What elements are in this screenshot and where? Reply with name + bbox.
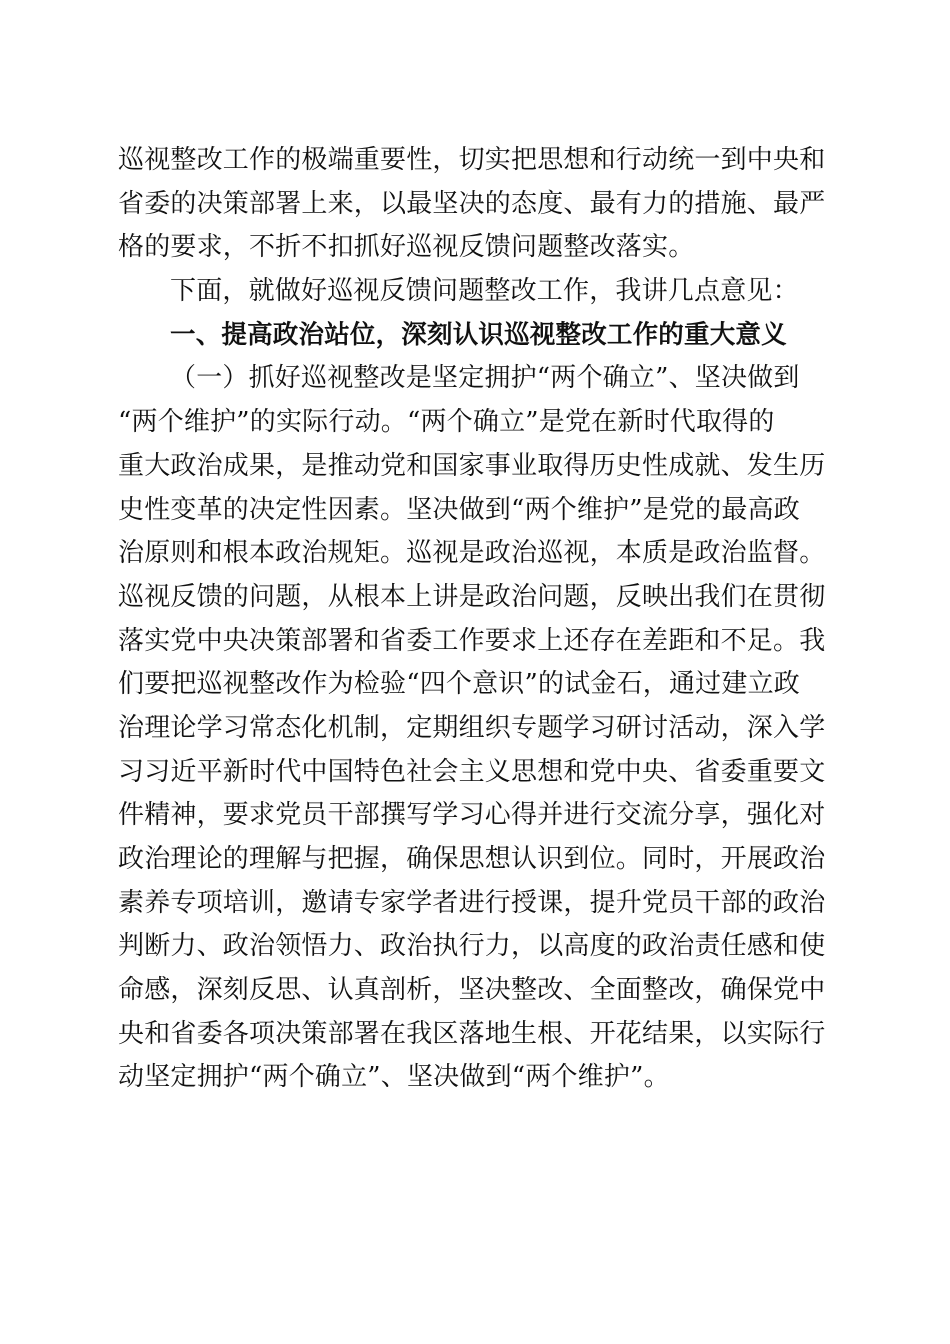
subsection-first-line: （一）抓好巡视整改是坚定拥护“两个确立”、坚决做到 [170, 363, 800, 394]
paragraph-line: 格的要求，不折不扣抓好巡视反馈问题整改落实。 [118, 232, 695, 263]
paragraph-line: 判断力、政治领悟力、政治执行力，以高度的政治责任感和使 [118, 931, 826, 962]
paragraph-line: 史性变革的决定性因素。坚决做到“两个维护”是党的最高政 [118, 494, 800, 525]
paragraph-line: 习习近平新时代中国特色社会主义思想和党中央、省委重要文 [118, 756, 826, 787]
paragraph-line: 重大政治成果，是推动党和国家事业取得历史性成就、发生历 [118, 450, 826, 481]
paragraph-line: 下面，就做好巡视反馈问题整改工作，我讲几点意见： [170, 276, 799, 307]
paragraph-line: 素养专项培训，邀请专家学者进行授课，提升党员干部的政治 [118, 887, 826, 918]
paragraph-line: 省委的决策部署上来，以最坚决的态度、最有力的措施、最严 [118, 188, 826, 219]
paragraph-line: 政治理论的理解与把握，确保思想认识到位。同时，开展政治 [118, 844, 826, 874]
paragraph-line: 治原则和根本政治规矩。巡视是政治巡视，本质是政治监督。 [118, 538, 826, 569]
paragraph-line: 落实党中央决策部署和省委工作要求上还存在差距和不足。我 [118, 625, 826, 656]
paragraph-line: 们要把巡视整改作为检验“四个意识”的试金石，通过建立政 [118, 669, 800, 700]
paragraph-line: “两个维护”的实际行动。“两个确立”是党在新时代取得的 [118, 407, 775, 438]
document-body [118, 139, 834, 1100]
section-heading: 一、提高政治站位，深刻认识巡视整改工作的重大意义 [170, 319, 787, 350]
paragraph-line: 命感，深刻反思、认真剖析，坚决整改、全面整改，确保党中 [118, 975, 826, 1006]
paragraph-line: 动坚定拥护“两个确立”、坚决做到“两个维护”。 [118, 1062, 670, 1093]
paragraph-line: 巡视整改工作的极端重要性，切实把思想和行动统一到中央和 [118, 145, 826, 175]
paragraph-line: 件精神，要求党员干部撰写学习心得并进行交流分享，强化对 [118, 800, 826, 831]
paragraph-line: 巡视反馈的问题，从根本上讲是政治问题，反映出我们在贯彻 [118, 581, 826, 612]
paragraph-line: 治理论学习常态化机制，定期组织专题学习研讨活动，深入学 [118, 712, 826, 743]
paragraph-line: 央和省委各项决策部署在我区落地生根、开花结果，以实际行 [118, 1018, 826, 1049]
